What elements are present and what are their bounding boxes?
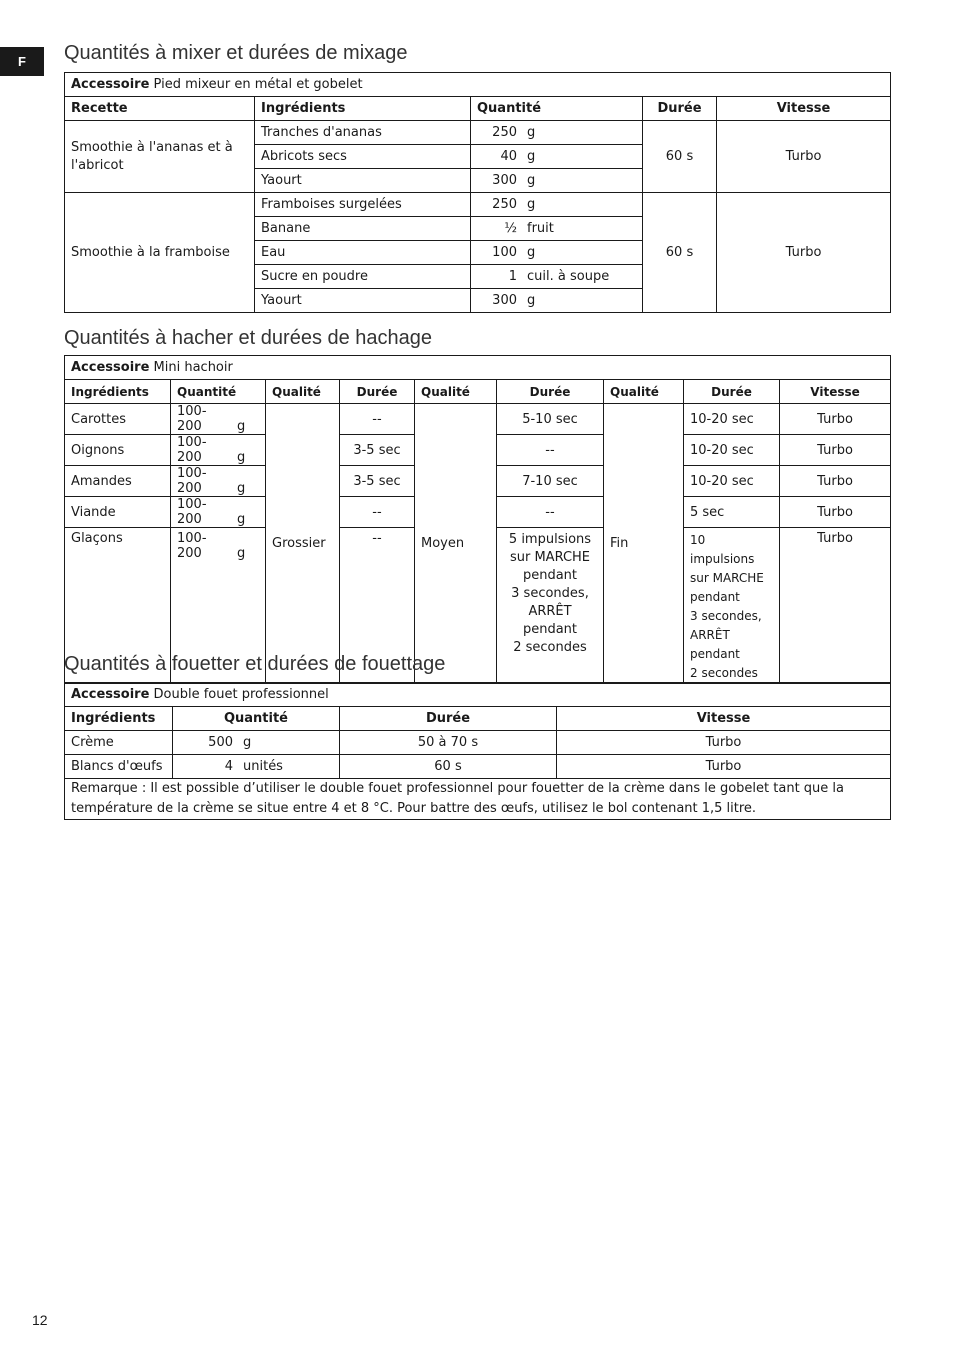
header-row	[65, 97, 891, 121]
quantity-cell: 300 g	[471, 169, 643, 193]
speed-cell: Turbo	[557, 731, 891, 755]
remark-text: Remarque : Il est possible d’utiliser le double fouet professionnel pour fouetter de la crème dans le gobelet tant que la température de la crème se situe entre 4 et 8 °C. Pour battre des œufs, utilisez le bol contenant 1,5 litre.	[65, 779, 891, 820]
duration-fine-cell: 10-20 sec	[684, 404, 780, 435]
accessory-row	[65, 356, 891, 380]
duration-coarse-cell: 3-5 sec	[340, 435, 415, 466]
duration-cell: 50 à 70 s	[340, 731, 557, 755]
recipe-name: Smoothie à l'ananas et à l'abricot	[65, 121, 255, 193]
accessory-cell	[65, 356, 891, 380]
accessory-value: Mini hachoir	[153, 360, 233, 375]
header-quality: Qualité	[266, 380, 340, 404]
accessory-row	[65, 73, 891, 97]
quantity-cell: 100-200 g	[171, 435, 266, 466]
quantity-cell: 250 g	[471, 121, 643, 145]
header-quantity: Quantité	[171, 380, 266, 404]
chopping-table	[64, 355, 891, 684]
accessory-row	[65, 683, 891, 707]
table-row	[65, 731, 891, 755]
table-row	[65, 193, 891, 217]
quantity-cell: 500 g	[173, 731, 340, 755]
section-title-whisking: Quantités à fouetter et durées de fouettage	[64, 653, 446, 675]
header-duration: Durée	[643, 97, 717, 121]
quantity-cell: 40 g	[471, 145, 643, 169]
accessory-label: Accessoire	[71, 77, 150, 92]
duration-medium-cell: 5 impulsions sur MARCHE pendant 3 secondes, ARRÊT pendant 2 secondes	[497, 528, 604, 684]
duration-medium-cell: 7-10 sec	[497, 466, 604, 497]
remark-row	[65, 779, 891, 820]
header-ingredients: Ingrédients	[255, 97, 471, 121]
ingredient-cell: Oignons	[65, 435, 171, 466]
mixing-table	[64, 72, 891, 313]
language-tab: F	[0, 47, 44, 76]
header-duration: Durée	[497, 380, 604, 404]
quantity-cell: 4 unités	[173, 755, 340, 779]
quantity-cell: 100-200 g	[171, 404, 266, 435]
ingredient-cell: Amandes	[65, 466, 171, 497]
table-row	[65, 121, 891, 145]
ingredient-cell: Yaourt	[255, 169, 471, 193]
accessory-cell	[65, 73, 891, 97]
speed-cell: Turbo	[717, 193, 891, 313]
accessory-cell	[65, 683, 891, 707]
quantity-cell: 300 g	[471, 289, 643, 313]
quantity-cell: 100-200 g	[171, 528, 266, 684]
ingredient-cell: Eau	[255, 241, 471, 265]
quality-medium: Moyen	[415, 404, 497, 684]
duration-medium-cell: 5-10 sec	[497, 404, 604, 435]
duration-fine-cell: 10-20 sec	[684, 466, 780, 497]
duration-coarse-cell: --	[340, 528, 415, 684]
ingredient-cell: Glaçons	[65, 528, 171, 684]
header-duration: Durée	[684, 380, 780, 404]
ingredient-cell: Sucre en poudre	[255, 265, 471, 289]
duration-cell: 60 s	[643, 193, 717, 313]
accessory-label: Accessoire	[71, 360, 150, 375]
header-speed: Vitesse	[557, 707, 891, 731]
speed-cell: Turbo	[780, 404, 891, 435]
speed-cell: Turbo	[780, 497, 891, 528]
quantity-cell: ½ fruit	[471, 217, 643, 241]
header-ingredients: Ingrédients	[65, 380, 171, 404]
table-row	[65, 755, 891, 779]
duration-fine-cell: 5 sec	[684, 497, 780, 528]
header-recipe: Recette	[65, 97, 255, 121]
header-quality: Qualité	[415, 380, 497, 404]
accessory-value: Pied mixeur en métal et gobelet	[153, 77, 363, 92]
duration-fine-cell: 10-20 sec	[684, 435, 780, 466]
header-duration: Durée	[340, 707, 557, 731]
ingredient-cell: Blancs d'œufs	[65, 755, 173, 779]
duration-cell: 60 s	[643, 121, 717, 193]
ingredient-cell: Viande	[65, 497, 171, 528]
quantity-cell: 100-200 g	[171, 497, 266, 528]
duration-cell: 60 s	[340, 755, 557, 779]
accessory-label: Accessoire	[71, 687, 150, 702]
header-quality: Qualité	[604, 380, 684, 404]
header-speed: Vitesse	[780, 380, 891, 404]
quantity-cell: 100 g	[471, 241, 643, 265]
quality-coarse: Grossier	[266, 404, 340, 684]
header-quantity: Quantité	[471, 97, 643, 121]
header-row	[65, 707, 891, 731]
header-row	[65, 380, 891, 404]
speed-cell: Turbo	[780, 466, 891, 497]
speed-cell: Turbo	[780, 435, 891, 466]
ingredient-cell: Banane	[255, 217, 471, 241]
section-title-mixing: Quantités à mixer et durées de mixage	[64, 42, 408, 64]
duration-coarse-cell: --	[340, 404, 415, 435]
speed-cell: Turbo	[717, 121, 891, 193]
whisking-table	[64, 682, 891, 820]
duration-coarse-cell: 3-5 sec	[340, 466, 415, 497]
duration-medium-cell: --	[497, 435, 604, 466]
quality-fine: Fin	[604, 404, 684, 684]
speed-cell: Turbo	[780, 528, 891, 684]
quantity-cell: 100-200 g	[171, 466, 266, 497]
duration-medium-cell: --	[497, 497, 604, 528]
ingredient-cell: Tranches d'ananas	[255, 121, 471, 145]
recipe-name: Smoothie à la framboise	[65, 193, 255, 313]
ingredient-cell: Abricots secs	[255, 145, 471, 169]
speed-cell: Turbo	[557, 755, 891, 779]
ingredient-cell: Carottes	[65, 404, 171, 435]
page-number: 12	[32, 1312, 48, 1328]
header-ingredients: Ingrédients	[65, 707, 173, 731]
quantity-cell: 1 cuil. à soupe	[471, 265, 643, 289]
duration-coarse-cell: --	[340, 497, 415, 528]
header-speed: Vitesse	[717, 97, 891, 121]
accessory-value: Double fouet professionnel	[153, 687, 329, 702]
ingredient-cell: Framboises surgelées	[255, 193, 471, 217]
section-title-chopping: Quantités à hacher et durées de hachage	[64, 327, 433, 349]
table-row	[65, 404, 891, 435]
duration-fine-cell: 10 impulsions sur MARCHE pendant 3 secondes, ARRÊT pendant 2 secondes	[684, 528, 780, 684]
header-quantity: Quantité	[173, 707, 340, 731]
header-duration: Durée	[340, 380, 415, 404]
quantity-cell: 250 g	[471, 193, 643, 217]
ingredient-cell: Yaourt	[255, 289, 471, 313]
ingredient-cell: Crème	[65, 731, 173, 755]
